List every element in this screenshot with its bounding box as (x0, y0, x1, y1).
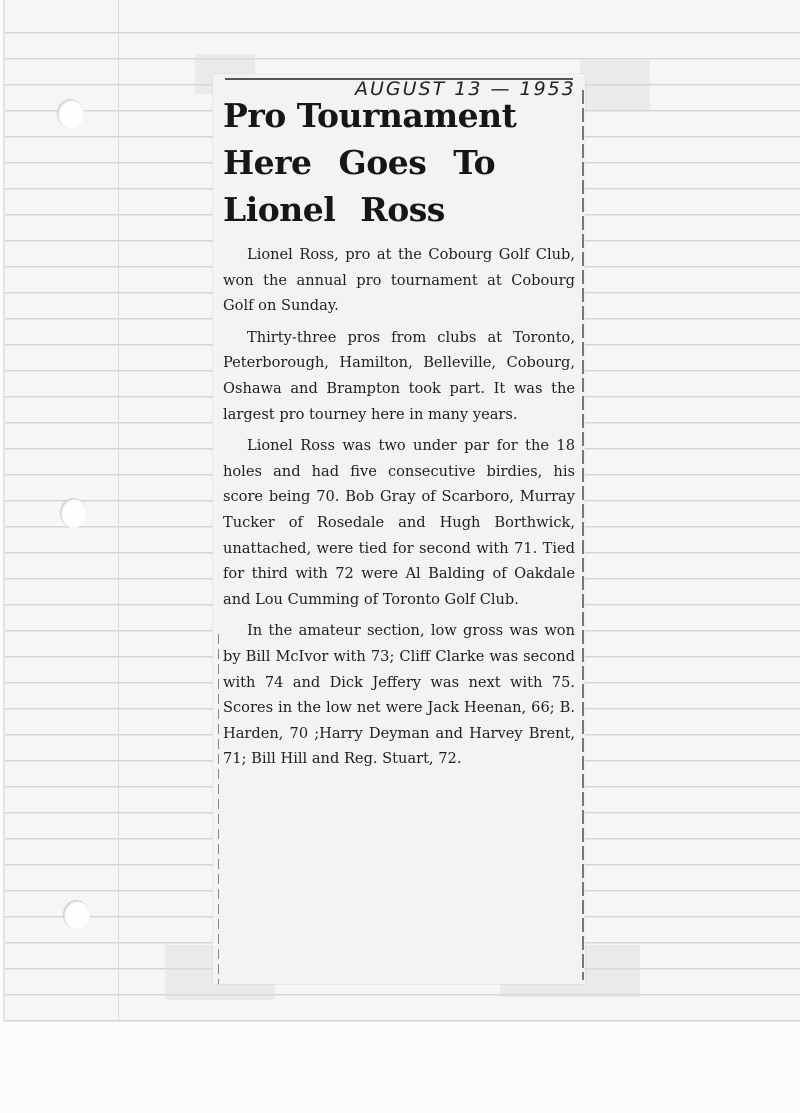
headline-line-1: Pro Tournament (223, 96, 517, 135)
article-body (223, 242, 575, 778)
clipping-column-rule (582, 90, 584, 980)
article-paragraph: Lionel Ross was two under par for the 18 holes and had five consecutive birdies, his score being 70. Bob Gray of Scarboro, Murray Tucker of Rosedale and Hugh Borthwick, unattached, were tied for second with 71. Tied for third with 72 were Al Balding of Oakdale and Lou Cumming of Toronto Golf Club. (223, 437, 575, 608)
headline-line-3: Lionel Ross (223, 190, 445, 229)
punch-hole-bottom (63, 900, 90, 930)
headline (223, 92, 575, 233)
article-paragraph: Lionel Ross, pro at the Cobourg Golf Club, won the annual pro tournament at Cobourg Golf on Sunday. (223, 246, 575, 315)
page-bottom-blank (0, 1022, 800, 1113)
newspaper-clipping (213, 74, 585, 984)
punch-hole-top (57, 99, 84, 129)
handwritten-date: AUGUST 13 — 1953 (355, 78, 576, 100)
headline-line-2: Here Goes To (223, 143, 496, 182)
punch-hole-middle (60, 498, 87, 528)
article-paragraph: In the amateur section, low gross was won by Bill McIvor with 73; Cliff Clarke was second with 74 and Dick Jeffery was next with 75. Scores in the low net were Jack Heenan, 66; B. Harden, 70 ;Harry Deyman and Harvey Brent, 71; Bill Hill and Reg. Stuart, 72. (223, 622, 575, 768)
clipping-left-edge (218, 634, 219, 984)
tape-strip (580, 60, 650, 110)
margin-line (118, 0, 119, 1022)
article-paragraph: Thirty-three pros from clubs at Toronto, Peterborough, Hamilton, Belleville, Cobourg, Oshawa and Brampton took part. It was the largest pro tourney here in many years. (223, 328, 575, 423)
